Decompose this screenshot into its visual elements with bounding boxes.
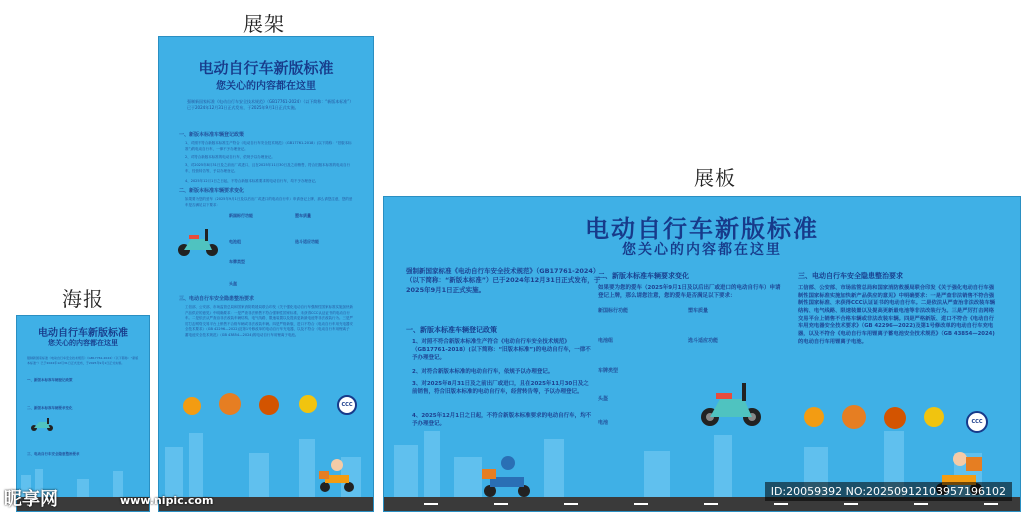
board-ccc-icon: CCC bbox=[966, 411, 988, 433]
board-sec2-tag-4: 选斗适应功能 bbox=[688, 338, 719, 344]
poster-intro: 强制新国家标准《电动自行车安全技术规范》（GB17761-2024）（以下简称：“新版本标准”）已于2024年12月31日正式发布，于2025年9月1日正式实施。 bbox=[27, 356, 139, 365]
stand-section-3: 三、电动自行车安全隐患整治要求 bbox=[179, 296, 255, 302]
stand-sec2-tag-6: 头盔 bbox=[229, 281, 237, 286]
stand-sec1-item-4: 4、2025年12月1日之日起，不符合新版本标准要求的电动自行车，均不予办理登记。 bbox=[185, 179, 319, 183]
board-section-3: 三、电动自行车安全隐患整治要求 bbox=[798, 272, 903, 280]
stand-subtitle: 您关心的内容都在这里 bbox=[216, 81, 316, 92]
watermark-logo: 昵享网 bbox=[4, 489, 58, 510]
board-sec2-tag-7: 电池 bbox=[598, 420, 609, 426]
board-sec1-item-4: 4、2025年12月1日之日起，不符合新版本标准要求的电动自行车，均不予办理登记。 bbox=[412, 413, 592, 427]
stand-sec2-tag-4: 选斗适应功能 bbox=[295, 239, 319, 244]
poster-section-1: 一、新版本标准车辆登记政策 bbox=[27, 378, 73, 382]
board-subtitle: 您关心的内容都在这里 bbox=[622, 242, 782, 258]
stand-mockup bbox=[158, 36, 374, 512]
board-section-2: 二、新版本标准车辆要求变化 bbox=[598, 272, 689, 280]
board-cartoon-figure-1 bbox=[804, 407, 824, 427]
stand-delivery-rider-icon bbox=[317, 457, 357, 493]
stand-section-2: 二、新版本标准车辆要求变化 bbox=[179, 188, 245, 194]
poster-scooter-icon bbox=[29, 416, 55, 432]
board-sec1-item-1: 1、对照不符合新版本标准生产符合《电动自行车安全技术规范》（GB17761-2018）(以下简称：“旧版本标准”)的电动自行车，一律不予办理登记。 bbox=[412, 339, 591, 361]
board-sec3-text: 工信部、公安部、市场监管总局和国家消防救援局联合印发《关于强化电动自行车强制性国家标准实施加快新产品供应的意见》中明确要求：一是严查非法销售不符合强制性国家标准、未获得CCC认证证书的电动自行车。二是依法从严查治非法改装车辆结构、电气线路、限速装置以及提高更新最电池等非法改装行为。三是严厉打击网络交易平台上销售不合格车辆或非法改装车辆。四是严格新版、进口不符合《电动自行车用充电器安全技术要求》（GB 42296—2022)及第1号修改单的电动自行车充电器，以及不符合《电动自行车用锂离子蓄电池安全技术规范》（GB 43854—2024)的电动自行车用锂离子电池。 bbox=[798, 285, 996, 345]
stand-sec2-intro: 如果要为您的爱车（2025年9月1日及以后出厂或进口的电动自行车）申请登记上牌，那么请您注意，您的爱车是否满足以下要求： bbox=[185, 197, 353, 207]
stand-cartoon-figure-2 bbox=[219, 393, 241, 415]
board-sec2-tag-6: 头盔 bbox=[598, 396, 609, 402]
poster-section-2: 二、新版本标准车辆要求变化 bbox=[27, 406, 73, 410]
stand-sec2-tag-1: 新国标行功能 bbox=[229, 213, 253, 218]
board-label: 展板 bbox=[694, 166, 736, 190]
stand-cartoon-figure-4 bbox=[299, 395, 317, 413]
board-sec2-tag-5: 车牌类型 bbox=[598, 368, 619, 374]
stand-intro: 强制新国家标准《电动自行车安全技术规范》（GB17761-2024）（以下简称：“新版本标准”）已于2024年12月31日正式发布，于2025年9月1日正式实施。 bbox=[187, 99, 352, 111]
board-sec1-item-2: 2、对符合新版本标准的电动自行车，依规予以办理登记。 bbox=[412, 369, 554, 375]
stand-sec2-tag-2: 塑车质量 bbox=[295, 213, 311, 218]
stand-section-1: 一、新版本标准车辆登记政策 bbox=[179, 132, 245, 138]
board-sec2-tag-3: 电池组 bbox=[598, 338, 614, 344]
board-intro: 强制新国家标准《电动自行车安全技术规范》（GB17761-2024）（以下简称：“新版本标准”）已于2024年12月31日正式发布，于2025年9月1日正式实施。 bbox=[406, 267, 601, 294]
stand-label: 展架 bbox=[243, 12, 285, 36]
board-section-1: 一、新版本标准车辆登记政策 bbox=[406, 326, 497, 334]
board-sec1-item-3: 3、对2025年8月31日及之前出厂或进口，且在2025年11月30日及之前销售，符合旧版本标准的电动自行车，经营转告等，予以办理登记。 bbox=[412, 381, 589, 395]
watermark-url: www.nipic.com bbox=[120, 494, 214, 507]
stand-cartoon-figure-3 bbox=[259, 395, 279, 415]
stand-title: 电动自行车新版标准 bbox=[198, 59, 334, 77]
board-sec2-tag-2: 塑车质量 bbox=[688, 308, 709, 314]
board-scooter-icon bbox=[696, 379, 766, 427]
stand-sec1-item-3: 3、对2025年8月31日及之前出厂或进口，且在2025年11月30日及之前销售，符合旧版本标准的电动自行车，经营转告等，予以办理登记。 bbox=[185, 163, 351, 173]
poster-title: 电动自行车新版标准 bbox=[38, 328, 128, 339]
stand-sec1-item-2: 2、对符合新版本标准的电动自行车，依规予以办理登记。 bbox=[185, 155, 275, 159]
stand-scooter-icon bbox=[175, 227, 221, 257]
board-mockup bbox=[383, 196, 1021, 512]
stand-ccc-icon: CCC bbox=[337, 395, 357, 415]
board-cartoon-figure-4 bbox=[924, 407, 944, 427]
board-cartoon-figure-3 bbox=[884, 407, 906, 429]
stand-sec1-item-1: 1、对照不符合新版本标准生产符合《电动自行车安全技术规范》（GB17761-2018）(以下简称：“旧版本标准”)的电动自行车，一律不予办理登记。 bbox=[185, 141, 352, 151]
stand-cartoon-figure-1 bbox=[183, 397, 201, 415]
board-sec2-tag-1: 新国标行功能 bbox=[598, 308, 629, 314]
board-delivery-rider-icon bbox=[480, 453, 534, 497]
stand-sec3-text: 工信部、公安部、市场监管总局和国家消防救援局联合印发《关于强化电动自行车强制性国家标准实施加快新产品供应的意见》中明确要求：一是严查非法销售不符合强制性国家标准、未获得CCC认证证书的电动自行车。二是依法从严查治非法改装车辆结构、电气线路、限速装置以及提高更新最电池等非法改装行为。三是严厉打击网络交易平台上销售不合格车辆或非法改装车辆。四是严格新版、进口不符合《电动自行车用充电器安全技术要求》（GB 42296—2022)及第1号修改单的电动自行车充电器，以及不符合《电动自行车用锂离子蓄电池安全技术规范》（GB 43854—2024)的电动自行车用锂离子电池。 bbox=[185, 305, 353, 337]
poster-subtitle: 您关心的内容都在这里 bbox=[48, 338, 118, 347]
board-sec2-intro: 如果要为您的爱车（2025年9月1日及以后出厂或进口的电动自行车）申请登记上牌，那么请您注意，您的爱车是否满足以下要求： bbox=[598, 285, 781, 299]
image-id-bar: ID:20059392 NO:20250912103957196102 bbox=[765, 482, 1012, 501]
board-cartoon-figure-2 bbox=[842, 405, 866, 429]
stand-sec2-tag-3: 电池组 bbox=[229, 239, 241, 244]
poster-label: 海报 bbox=[62, 287, 104, 311]
board-title: 电动自行车新版标准 bbox=[585, 214, 819, 243]
poster-section-3: 三、电动自行车安全隐患整治要求 bbox=[27, 452, 80, 456]
stand-sec2-tag-5: 车牌类型 bbox=[229, 259, 245, 264]
poster-mockup bbox=[16, 315, 150, 512]
